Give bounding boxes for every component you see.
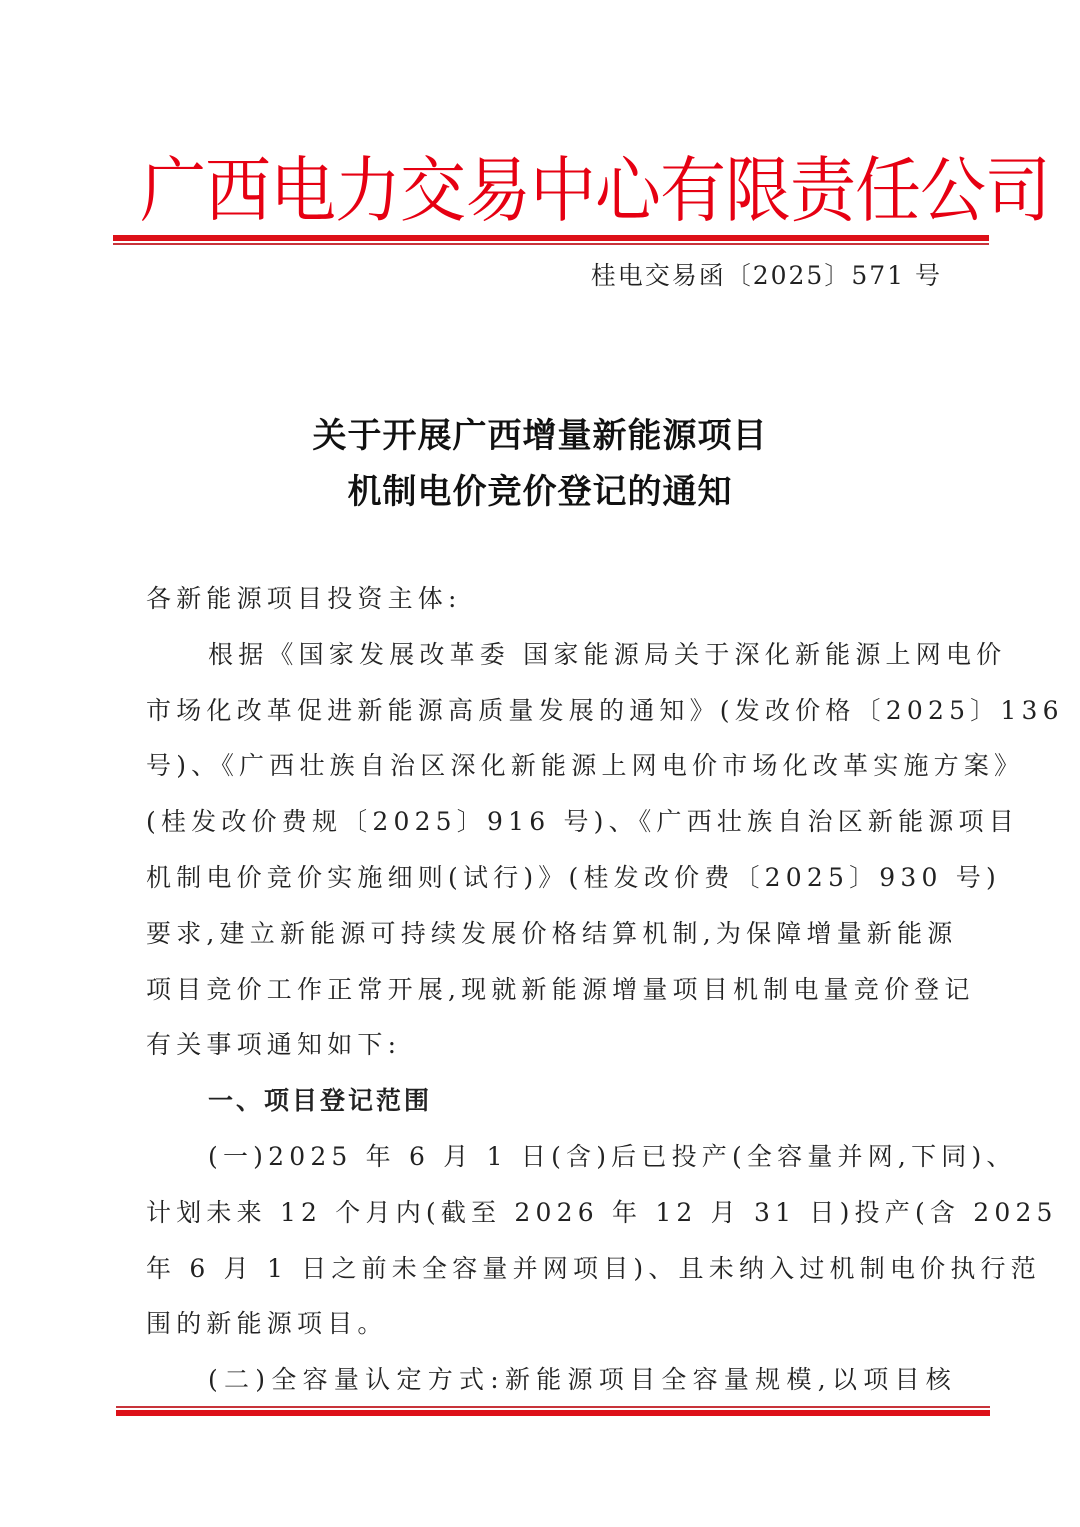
letterhead-rule-top [113, 235, 989, 247]
rule-thin-line [113, 243, 989, 245]
page-rule-bottom [116, 1406, 990, 1418]
rule-thick-line [116, 1410, 990, 1416]
intro-line: 要求,建立新能源可持续发展价格结算机制,为保障增量新能源 [146, 918, 958, 948]
item-1-line: 年 6 月 1 日之前未全容量并网项目)、且未纳入过机制电价执行范 [146, 1253, 1041, 1283]
title-line-1: 关于开展广西增量新能源项目 [312, 416, 768, 456]
organization-letterhead: 广西电力交易中心有限责任公司 [140, 149, 1050, 233]
intro-line: (桂发改价费规〔2025〕916 号)、《广西壮族自治区新能源项目 [146, 807, 1019, 837]
salutation: 各新能源项目投资主体: [146, 584, 462, 613]
document-number: 桂电交易函〔2025〕571 号 [590, 261, 942, 290]
intro-line: 市场化改革促进新能源高质量发展的通知》(发改价格〔2025〕136 [146, 695, 1064, 725]
document-title [0, 408, 1080, 520]
rule-thick-line [113, 235, 989, 241]
title-line-2: 机制电价竞价登记的通知 [347, 472, 733, 512]
item-1-line: (一)2025 年 6 月 1 日(含)后已投产(全容量并网,下同)、 [208, 1141, 1017, 1171]
intro-line: 机制电价竞价实施细则(试行)》(桂发改价费〔2025〕930 号) [146, 862, 1001, 892]
intro-line: 号)、《广西壮族自治区深化新能源上网电价市场化改革实施方案》 [146, 751, 1025, 781]
intro-line: 项目竞价工作正常开展,现就新能源增量项目机制电量竞价登记 [146, 974, 975, 1004]
rule-thin-line [116, 1406, 990, 1408]
section-heading: 一、项目登记范围 [208, 1086, 433, 1116]
intro-line: 根据《国家发展改革委 国家能源局关于深化新能源上网电价 [208, 639, 1007, 669]
item-1-line: 围的新能源项目。 [146, 1309, 388, 1339]
item-1-line: 计划未来 12 个月内(截至 2026 年 12 月 31 日)投产(含 2025 [146, 1197, 1058, 1227]
intro-line: 有关事项通知如下: [146, 1030, 402, 1060]
document-body [146, 571, 1064, 1408]
item-2-line: (二)全容量认定方式:新能源项目全容量规模,以项目核 [208, 1365, 956, 1395]
